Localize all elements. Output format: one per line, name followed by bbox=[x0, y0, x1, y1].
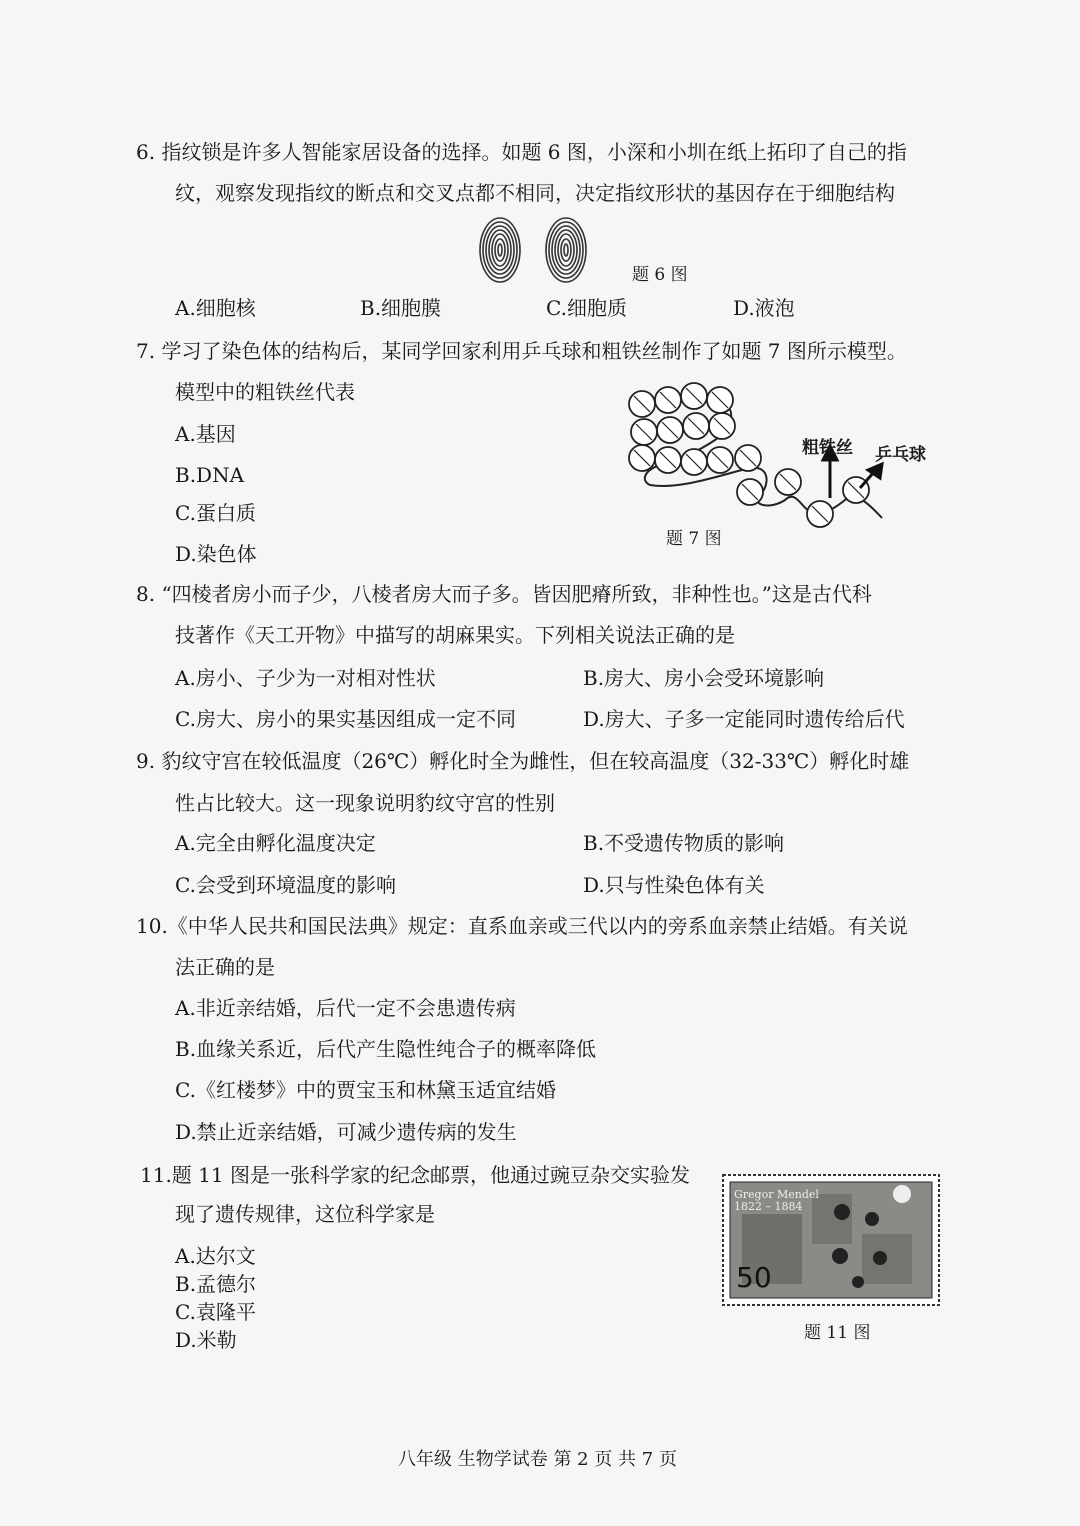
q9-option-b: B.不受遗传物质的影响 bbox=[583, 831, 785, 855]
q11-stem-line2: 现了遗传规律，这位科学家是 bbox=[175, 1202, 435, 1226]
q6-stem-line1: 6. 指纹锁是许多人智能家居设备的选择。如题 6 图，小深和小圳在纸上拓印了自己的指 bbox=[136, 140, 907, 164]
label-iron-wire: 粗铁丝 bbox=[802, 438, 853, 458]
q7-stem-line1: 7. 学习了染色体的结构后，某同学回家利用乒乓球和粗铁丝制作了如题 7 图所示模型。 bbox=[136, 339, 907, 363]
q10-stem-line1: 10.《中华人民共和国民法典》规定：直系血亲或三代以内的旁系血亲禁止结婚。有关说 bbox=[136, 914, 908, 938]
q6-stem-line2: 纹，观察发现指纹的断点和交叉点都不相同，决定指纹形状的基因存在于细胞结构 bbox=[175, 181, 895, 205]
q11-option-b: B.孟德尔 bbox=[175, 1272, 257, 1296]
q11-option-a: A.达尔文 bbox=[175, 1244, 256, 1268]
fingerprint-left bbox=[480, 218, 520, 282]
q11-figure-caption: 题 11 图 bbox=[804, 1323, 871, 1343]
q9-option-d: D.只与性染色体有关 bbox=[583, 873, 765, 897]
q11-stem-line1: 11.题 11 图是一张科学家的纪念邮票，他通过豌豆杂交实验发 bbox=[140, 1163, 690, 1187]
stamp-value-text: 50 bbox=[736, 1261, 772, 1294]
fingerprint-right bbox=[546, 218, 586, 282]
q10-option-a: A.非近亲结婚，后代一定不会患遗传病 bbox=[175, 996, 516, 1020]
q11-option-d: D.米勒 bbox=[175, 1328, 237, 1352]
q8-option-a: A.房小、子少为一对相对性状 bbox=[175, 666, 436, 690]
q10-option-b: B.血缘关系近，后代产生隐性纯合子的概率降低 bbox=[175, 1037, 597, 1061]
page-footer: 八年级 生物学试卷 第 2 页 共 7 页 bbox=[398, 1449, 677, 1470]
stamp-years-text: 1822 – 1884 bbox=[734, 1200, 803, 1213]
q11-option-c: C.袁隆平 bbox=[175, 1300, 256, 1324]
q6-figure-caption: 题 6 图 bbox=[632, 265, 688, 285]
q8-stem-line1: 8. “四棱者房小而子少，八棱者房大而子多。皆因肥瘠所致，非种性也。”这是古代科 bbox=[136, 582, 872, 606]
q7-option-c: C.蛋白质 bbox=[175, 501, 256, 525]
q8-stem-line2: 技著作《天工开物》中描写的胡麻果实。下列相关说法正确的是 bbox=[175, 623, 735, 647]
q6-option-d: D.液泡 bbox=[733, 296, 795, 320]
q9-stem-line1: 9. 豹纹守宫在较低温度（26℃）孵化时全为雌性，但在较高温度（32-33℃）孵化时雄 bbox=[136, 749, 910, 773]
q8-option-d: D.房大、子多一定能同时遗传给后代 bbox=[583, 707, 905, 731]
q7-option-b: B.DNA bbox=[175, 463, 245, 487]
q7-stem-line2: 模型中的粗铁丝代表 bbox=[175, 380, 355, 404]
pea-flower-icon bbox=[893, 1185, 911, 1203]
q8-option-b: B.房大、房小会受环境影响 bbox=[583, 666, 825, 690]
q6-option-c: C.细胞质 bbox=[546, 296, 627, 320]
q8-option-c: C.房大、房小的果实基因组成一定不同 bbox=[175, 707, 516, 731]
q10-option-d: D.禁止近亲结婚，可减少遗传病的发生 bbox=[175, 1120, 517, 1144]
q10-option-c: C.《红楼梦》中的贾宝玉和林黛玉适宜结婚 bbox=[175, 1078, 556, 1102]
fingerprint-figure bbox=[470, 214, 590, 290]
q9-option-c: C.会受到环境温度的影响 bbox=[175, 873, 396, 897]
stamp-name-text: Gregor Mendel bbox=[734, 1188, 819, 1201]
q7-option-d: D.染色体 bbox=[175, 542, 257, 566]
q7-option-a: A.基因 bbox=[175, 422, 236, 446]
label-ping-pong-ball: 乒乓球 bbox=[875, 445, 926, 465]
q9-stem-line2: 性占比较大。这一现象说明豹纹守宫的性别 bbox=[175, 791, 555, 815]
q6-option-b: B.细胞膜 bbox=[360, 296, 442, 320]
q9-option-a: A.完全由孵化温度决定 bbox=[175, 831, 376, 855]
q10-stem-line2: 法正确的是 bbox=[175, 955, 275, 979]
q6-option-a: A.细胞核 bbox=[175, 296, 256, 320]
q7-figure-caption: 题 7 图 bbox=[666, 529, 722, 549]
